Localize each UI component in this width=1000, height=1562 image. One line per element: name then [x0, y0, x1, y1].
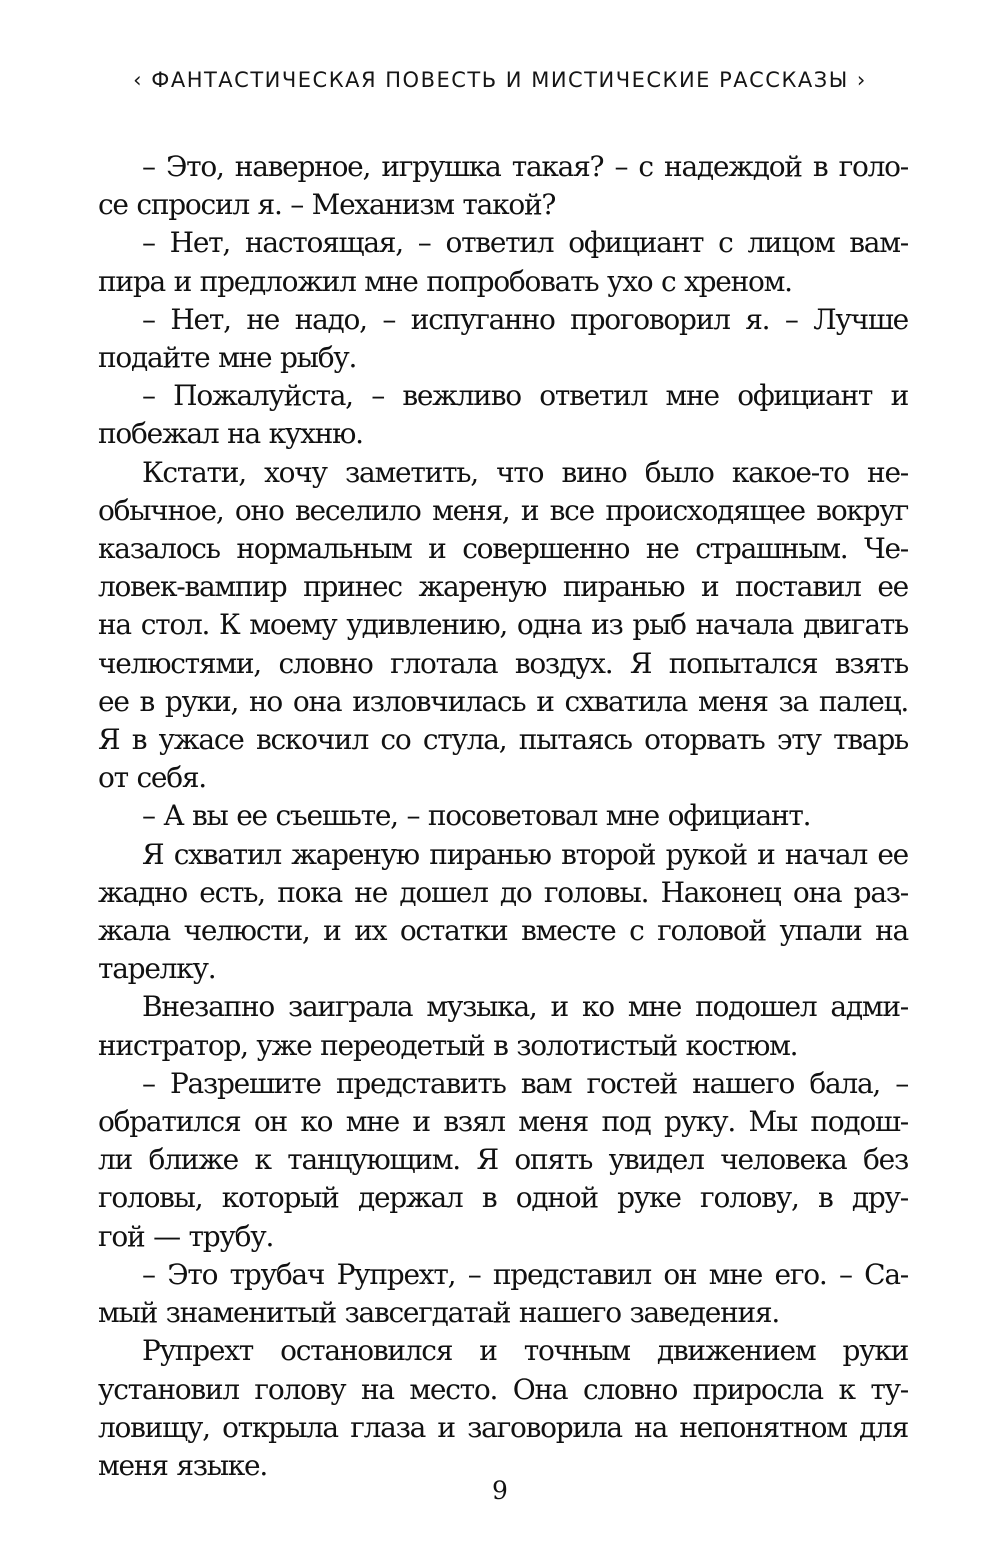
text-line: на стол. К моему удивлению, одна из рыб начала двигать [98, 608, 908, 642]
text-line: Рупрехт остановился и точным движением руки [142, 1334, 908, 1368]
text-line: пира и предложил мне попробовать ухо с хреном. [98, 264, 792, 298]
text-line: побежал на кухню. [98, 417, 363, 451]
text-line: жала челюсти, и их остатки вместе с головой упали на [98, 914, 908, 948]
text-line: ловищу, открыла глаза и заговорила на непонятном для [98, 1410, 908, 1444]
text-line: установил голову на место. Она словно приросла к ту- [98, 1372, 908, 1406]
running-head: ‹ ФАНТАСТИЧЕСКАЯ ПОВЕСТЬ И МИСТИЧЕСКИЕ РАССКАЗЫ › [133, 68, 867, 92]
text-line: – Нет, настоящая, – ответил официант с лицом вам- [142, 226, 908, 260]
text-line: – Это трубач Рупрехт, – представил он мне его. – Са- [142, 1257, 908, 1291]
text-line: меня языке. [98, 1448, 268, 1482]
text-line: подайте мне рыбу. [98, 341, 357, 375]
text-line: – Нет, не надо, – испуганно проговорил я. – Лучше [142, 302, 908, 336]
text-line: ловек-вампир принес жареную пиранью и поставил ее [98, 570, 908, 604]
text-line: тарелку. [98, 952, 216, 986]
body-text [98, 148, 908, 1485]
text-line: казалось нормальным и совершенно не страшным. Че- [98, 532, 908, 566]
text-line: обратился он ко мне и взял меня под руку. Мы подош- [98, 1105, 908, 1139]
text-line: Кстати, хочу заметить, что вино было какое-то не- [142, 455, 908, 489]
text-line: Внезапно заиграла музыка, и ко мне подошел адми- [142, 990, 908, 1024]
text-line: ли ближе к танцующим. Я опять увидел человека без [98, 1143, 908, 1177]
text-line: гой — трубу. [98, 1219, 274, 1253]
text-line: ее в руки, но она изловчилась и схватила меня за палец. [98, 684, 908, 718]
text-line: – Разрешите представить вам гостей нашего бала, – [142, 1066, 908, 1100]
text-line: нистратор, уже переодетый в золотистый костюм. [98, 1028, 798, 1062]
text-line: челюстями, словно глотала воздух. Я попытался взять [98, 646, 908, 680]
text-line: головы, который держал в одной руке голову, в дру- [98, 1181, 908, 1215]
text-line: Я в ужасе вскочил со стула, пытаясь оторвать эту тварь [98, 723, 908, 757]
text-line: – Это, наверное, игрушка такая? – с надеждой в голо- [142, 150, 908, 183]
text-line: Я схватил жареную пиранью второй рукой и начал ее [142, 837, 908, 871]
text-line: от себя. [98, 761, 206, 795]
text-line: жадно есть, пока не дошел до головы. Наконец она раз- [98, 875, 908, 909]
page-number: 9 [492, 1476, 508, 1505]
text-line: се спросил я. – Механизм такой? [98, 188, 556, 222]
text-line: – Пожалуйста, – вежливо ответил мне официант и [142, 379, 908, 413]
text-line: обычное, оно веселило меня, и все происходящее вокруг [98, 493, 908, 527]
text-line: мый знаменитый завсегдатай нашего заведения. [98, 1296, 779, 1330]
text-line: – А вы ее съешьте, – посоветовал мне официант. [142, 799, 811, 833]
